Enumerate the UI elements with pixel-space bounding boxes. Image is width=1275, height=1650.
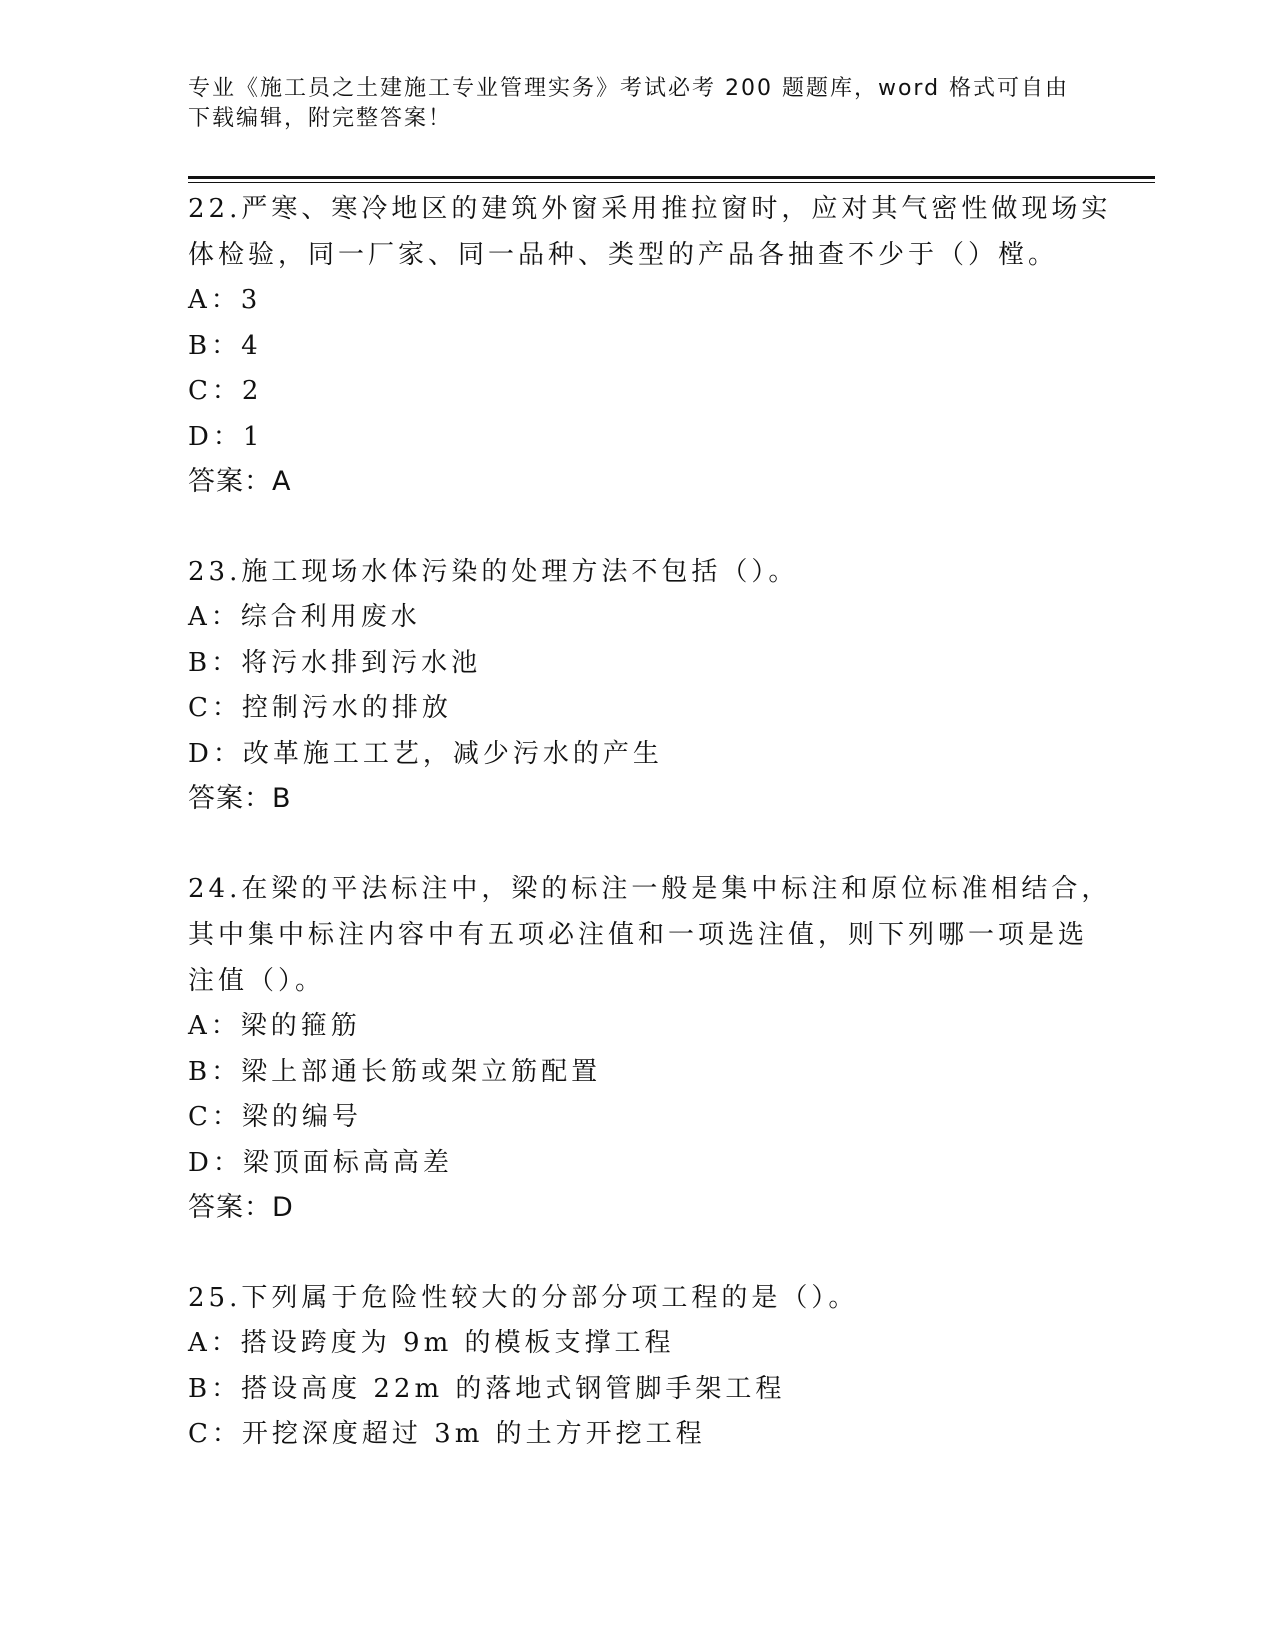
question-24 <box>188 866 1148 1230</box>
option-d: D：改革施工工艺，减少污水的产生 <box>188 738 663 769</box>
question-stem-line: 25.下列属于危险性较大的分部分项工程的是（）。 <box>188 1283 859 1313</box>
question-22 <box>188 186 1148 504</box>
question-stem-line: 注值（）。 <box>188 966 326 996</box>
option-a: A：综合利用废水 <box>188 602 421 632</box>
question-stem-line: 22.严寒、寒冷地区的建筑外窗采用推拉窗时，应对其气密性做现场实 <box>188 194 1112 224</box>
option-a: A：梁的箍筋 <box>188 1011 361 1041</box>
header-divider-thick <box>188 176 1155 179</box>
document-header <box>188 74 1088 134</box>
option-b: B：搭设高度 22m 的落地式钢管脚手架工程 <box>188 1373 786 1404</box>
option-c: C：2 <box>188 376 263 406</box>
option-c: C：开挖深度超过 3m 的土方开挖工程 <box>188 1419 706 1449</box>
option-b: B：4 <box>188 330 262 361</box>
answer-label: 答案：D <box>188 1192 294 1223</box>
question-25 <box>188 1275 1148 1458</box>
header-line-1: 专业《施工员之土建施工专业管理实务》考试必考 200 题题库，word 格式可自由 <box>188 76 1070 101</box>
question-stem-line: 23.施工现场水体污染的处理方法不包括（）。 <box>188 557 799 587</box>
option-a: A：3 <box>188 285 262 315</box>
answer-label: 答案：A <box>188 466 292 497</box>
header-divider-thin <box>188 182 1155 183</box>
option-d: D：梁顶面标高高差 <box>188 1147 453 1178</box>
option-a: A：搭设跨度为 9m 的模板支撑工程 <box>188 1328 675 1358</box>
question-list <box>188 186 1148 1503</box>
option-b: B：梁上部通长筋或架立筋配置 <box>188 1056 602 1087</box>
option-c: C：控制污水的排放 <box>188 693 452 723</box>
option-d: D：1 <box>188 421 264 452</box>
question-23 <box>188 549 1148 821</box>
option-c: C：梁的编号 <box>188 1102 362 1132</box>
answer-label: 答案：B <box>188 783 292 814</box>
question-stem-line: 24.在梁的平法标注中，梁的标注一般是集中标注和原位标准相结合， <box>188 874 1112 904</box>
header-line-2: 下载编辑，附完整答案！ <box>188 106 453 131</box>
option-b: B：将污水排到污水池 <box>188 647 482 678</box>
question-stem-line: 其中集中标注内容中有五项必注值和一项选注值，则下列哪一项是选 <box>188 920 1089 950</box>
question-stem-line: 体检验，同一厂家、同一品种、类型的产品各抽查不少于（）樘。 <box>188 240 1059 270</box>
